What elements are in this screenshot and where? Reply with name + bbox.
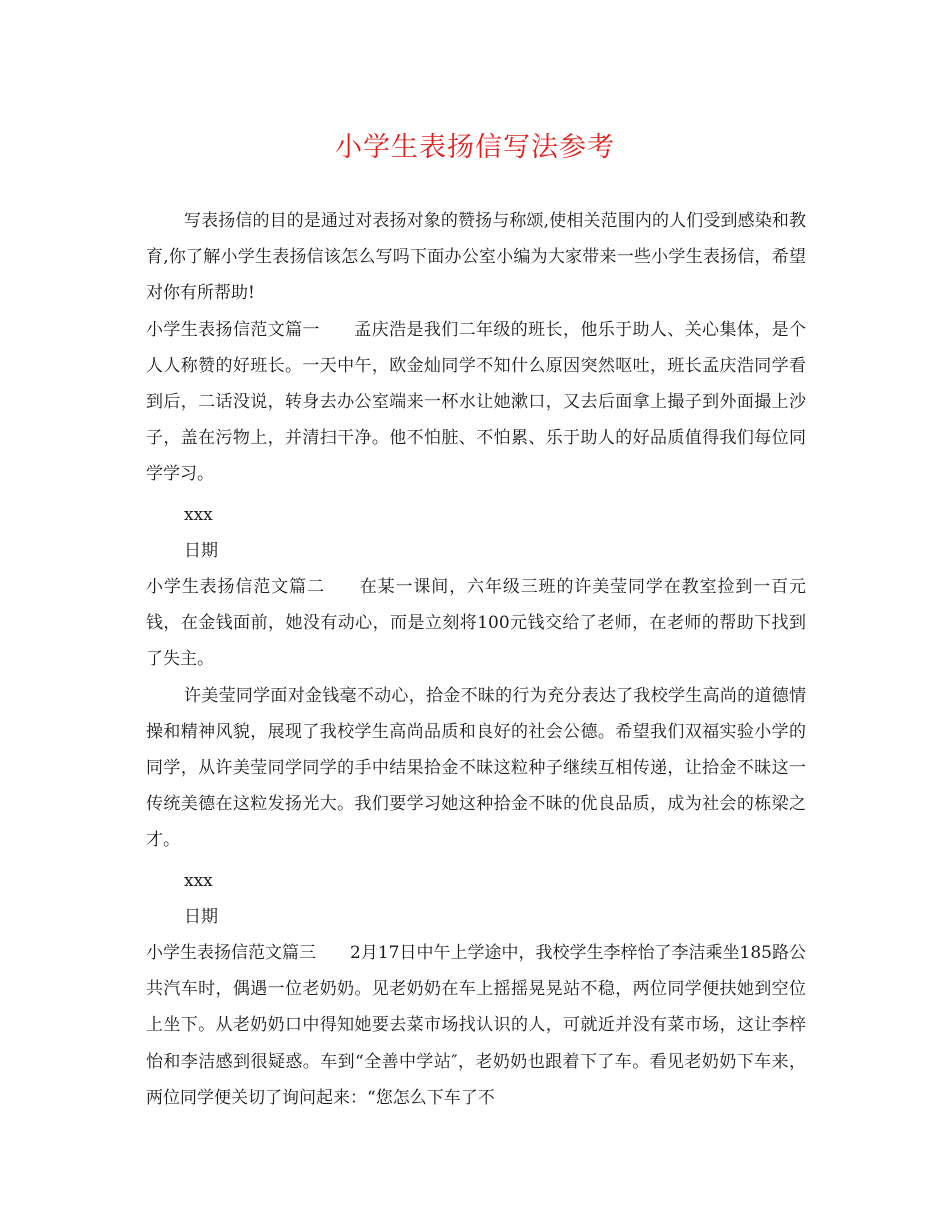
section-1-paragraph bbox=[146, 312, 806, 493]
document-title: 小学生表扬信写法参考 bbox=[335, 132, 615, 163]
section-1-signature: xxx bbox=[184, 504, 213, 525]
section-2-extra-paragraph: 许美莹同学面对金钱毫不动心，拾金不昧的行为充分表达了我校学生高尚的道德情操和精神风貌，展现了我校学生高尚品质和良好的社会公德。希望我们双福实验小学的同学，从许美莹同学同学的手中结果拾金不昧这粒种子继续互相传递，让拾金不昧这一传统美德在这粒发扬光大。我们要学习她这种拾金不昧的优良品质，成为社会的栋梁之才。 bbox=[146, 685, 806, 851]
section-1-label: 小学生表扬信范文篇一 bbox=[146, 319, 320, 340]
intro-paragraph: 写表扬信的目的是通过对表扬对象的赞扬与称颂,使相关范围内的人们受到感染和教育,你了解小学生表扬信该怎么写吗下面办公室小编为大家带来一些小学生表扬信，希望对你有所帮助! bbox=[146, 211, 806, 304]
section-2-signature: xxx bbox=[184, 870, 213, 891]
section-2-label: 小学生表扬信范文篇二 bbox=[146, 577, 325, 598]
document-body bbox=[146, 203, 806, 1116]
section-1-date: 日期 bbox=[184, 540, 218, 561]
section-2-paragraph bbox=[146, 569, 806, 678]
section-2-date: 日期 bbox=[184, 906, 218, 927]
section-2-text: 在某一课间，六年级三班的许美莹同学在教室捡到一百元钱，在金钱面前，她没有动心，而是立刻将100元钱交给了老师，在老师的帮助下找到了失主。 bbox=[146, 577, 807, 670]
section-1-text: 孟庆浩是我们二年级的班长，他乐于助人、关心集体，是个人人称赞的好班长。一天中午，欧金灿同学不知什么原因突然呕吐，班长孟庆浩同学看到后，二话没说，转身去办公室端来一杯水让她漱口，又去后面拿上撮子到外面撮上沙子，盖在污物上，并清扫干净。他不怕脏、不怕累、乐于助人的好品质值得我们每位同学学习。 bbox=[146, 319, 807, 485]
section-3-text: 2月17日中午上学途中，我校学生李梓怡了李洁乘坐185路公共汽车时，偶遇一位老奶奶。见老奶奶在车上摇摇晃晃站不稳，两位同学便扶她到空位上坐下。从老奶奶口中得知她要去菜市场找认识的人，可就近并没有菜市场，这让李梓怡和李洁感到很疑惑。车到“全善中学站″，老奶奶也跟着下了车。看见老奶奶下车来，两位同学便关切了询问起来：“您怎么下车了不 bbox=[146, 943, 806, 1108]
section-3-label: 小学生表扬信范文篇三 bbox=[146, 943, 317, 964]
section-3-paragraph bbox=[146, 935, 806, 1116]
